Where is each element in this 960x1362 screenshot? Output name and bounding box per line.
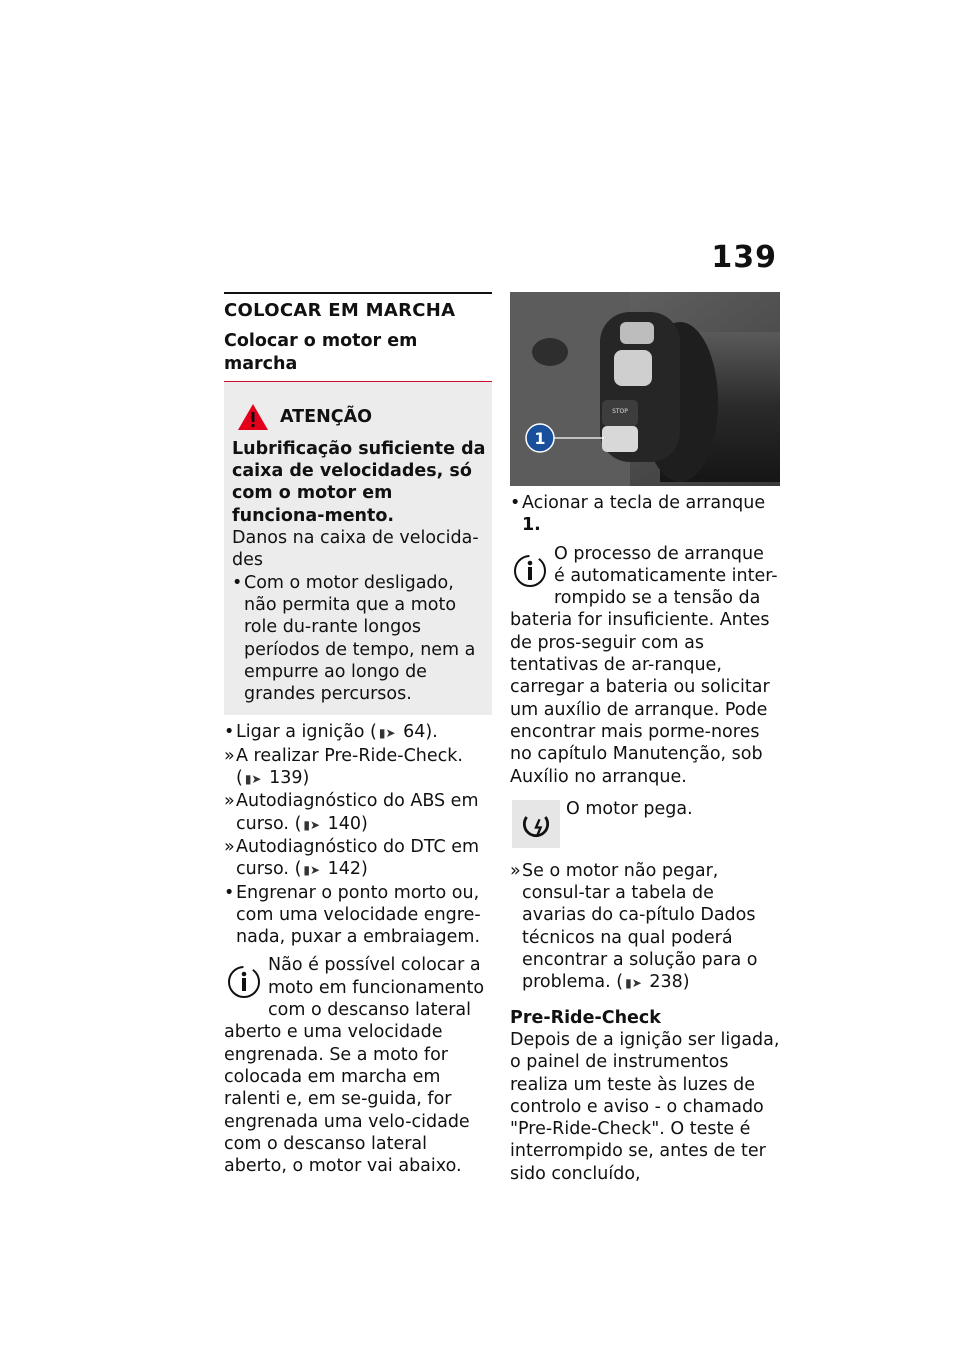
info-icon [512, 553, 548, 589]
warning-body: Danos na caixa de velocida-des [232, 528, 479, 571]
page-number: 139 [711, 240, 777, 275]
callout-1: 1 [534, 429, 546, 448]
page-ref-arrow-icon: ▮➤ [625, 976, 642, 991]
info-note [224, 954, 492, 1177]
info-icon [226, 964, 262, 1000]
warning-triangle-icon [236, 402, 270, 432]
warning-box [224, 382, 492, 716]
right-column [510, 292, 780, 1185]
handlebar-switch-illustration [510, 292, 780, 486]
section-rule [224, 292, 492, 294]
pre-ride-check-heading: Pre-Ride-Check [510, 1007, 661, 1028]
step-neutral: • Engrenar o ponto morto ou, com uma velocidade engre-nada, puxar a embraiagem. [224, 882, 492, 949]
warning-label: ATENÇÃO [280, 406, 372, 427]
result-pre-ride-check: » A realizar Pre-Ride-Check. ( ▮➤ 139) [224, 745, 492, 791]
action-list [510, 492, 780, 537]
sub-title: Colocar o motor em marcha [224, 331, 418, 374]
page-ref-arrow-icon: ▮➤ [303, 863, 321, 878]
result-list [510, 860, 780, 995]
result-dtc-check: » Autodiagnóstico do DTC em curso. ( ▮➤ 142) [224, 836, 492, 882]
info-note-battery [510, 543, 780, 788]
step-ignition: • Ligar a ignição ( ▮➤ 64). [224, 721, 492, 744]
info-note-battery-text: O processo de arranque é automaticamente inter-rompido se a tensão da bateria for insuficiente. Antes de pros-seguir com as tentativas de ar-ranque, carregar a bateria ou solicitar um auxílio de arranque. Pode encontrar mais porme-nores no capítulo Manutenção, sob Auxílio no arranque. [510, 543, 778, 787]
result-engine-failed: » Se o motor não pegar, consul-tar a tabela de avarias do ca-pítulo Dados técnicos na qual poderá encontrar a solução para o problema. ( ▮➤ 238) [510, 860, 780, 995]
engine-start-text: O motor pega. [566, 798, 693, 819]
engine-start-result [510, 798, 780, 854]
page-ref-arrow-icon: ▮➤ [378, 726, 396, 741]
info-note-text: Não é possível colocar a moto em funcionamento com o descanso lateral aberto e uma velocidade engrenada. Se a moto for colocada em marcha em ralenti e, em se-guida, for engrenada uma velo-cidade com o descanso lateral aberto, o motor vai abaixo. [224, 955, 485, 1177]
step-start-button: • Acionar a tecla de arranque 1. [510, 492, 780, 537]
warning-title: Lubrificação suficiente da caixa de velocidades, só com o motor em funciona-mento. [232, 438, 486, 526]
left-column [224, 292, 492, 1177]
result-abs-check: » Autodiagnóstico do ABS em curso. ( ▮➤ 140) [224, 790, 492, 836]
svg-text:STOP: STOP [612, 408, 628, 415]
page-ref-arrow-icon: ▮➤ [244, 772, 262, 787]
warning-bullet-list [232, 572, 486, 706]
pre-ride-check-body: Depois de a ignição ser ligada, o painel de instrumentos realiza um teste às luzes de controlo e aviso - o chamado "Pre-Ride-Check". O teste é interrompido se, antes de ter sido concluído, [510, 1029, 780, 1184]
warning-header [236, 402, 486, 432]
section-title: COLOCAR EM MARCHA [224, 300, 456, 321]
steps-list [224, 721, 492, 948]
handlebar-switch-photo [510, 292, 780, 486]
engine-start-icon [512, 800, 560, 848]
page-ref-arrow-icon: ▮➤ [303, 817, 321, 832]
warning-bullet: • Com o motor desligado, não permita que a moto role du-rante longos períodos de tempo, nem a empurre ao longo de grandes percursos. [232, 572, 486, 706]
